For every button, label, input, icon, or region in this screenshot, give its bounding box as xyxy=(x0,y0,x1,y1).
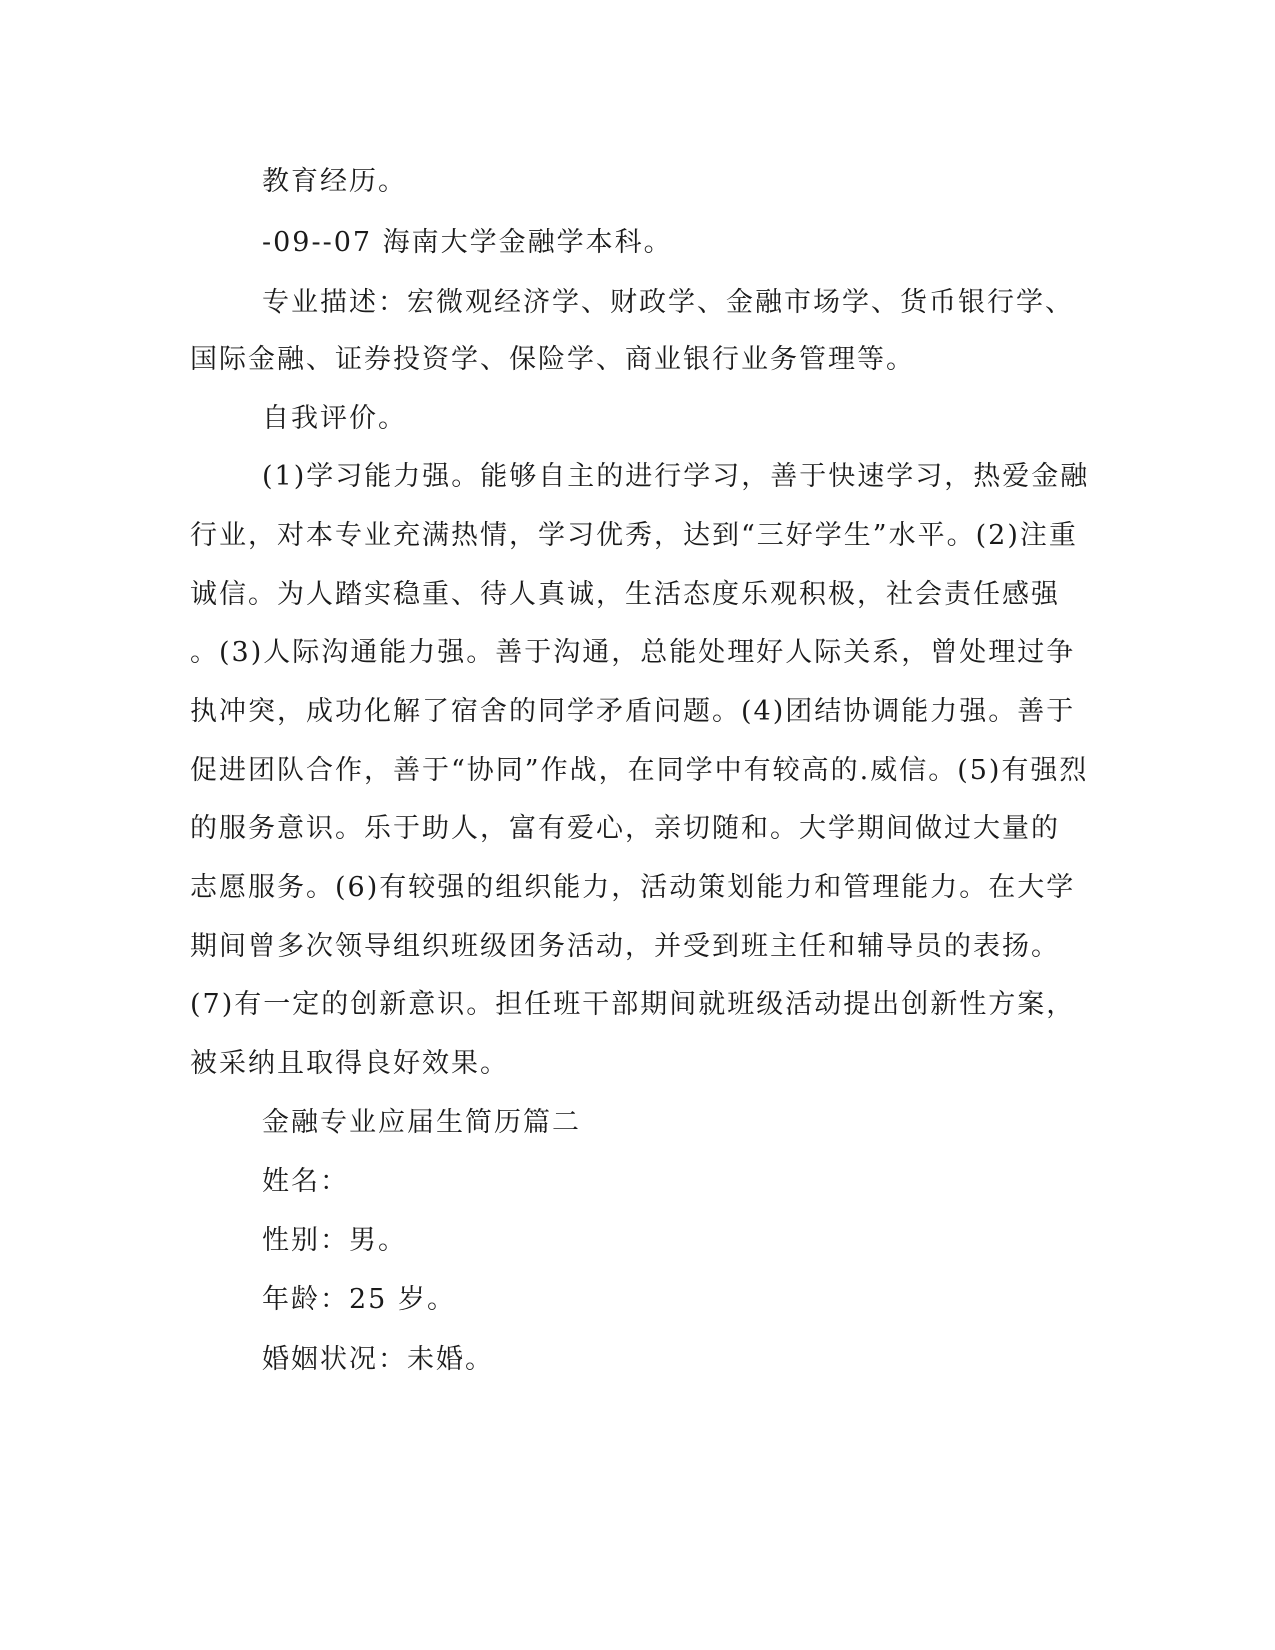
self-evaluation-line-4: 。(3)人际沟通能力强。善于沟通，总能处理好人际关系，曾处理过争 xyxy=(190,637,1076,668)
self-evaluation-line-8: 志愿服务。(6)有较强的组织能力，活动策划能力和管理能力。在大学 xyxy=(190,872,1076,903)
self-evaluation-line-2: 行业，对本专业充满热情，学习优秀，达到“三好学生”水平。(2)注重 xyxy=(190,520,1078,551)
self-evaluation-line-10: (7)有一定的创新意识。担任班干部期间就班级活动提出创新性方案， xyxy=(190,989,1076,1020)
self-evaluation-line-3: 诚信。为人踏实稳重、待人真诚，生活态度乐观积极，社会责任感强 xyxy=(190,579,1060,610)
section-heading-self-evaluation: 自我评价。 xyxy=(262,403,407,434)
self-evaluation-line-7: 的服务意识。乐于助人，富有爱心，亲切随和。大学期间做过大量的 xyxy=(190,813,1060,844)
resume-part-two-title: 金融专业应届生简历篇二 xyxy=(262,1107,581,1138)
section-heading-education: 教育经历。 xyxy=(262,166,407,197)
major-description-line-1: 专业描述：宏微观经济学、财政学、金融市场学、货币银行学、 xyxy=(262,287,1074,318)
self-evaluation-line-9: 期间曾多次领导组织班级团务活动，并受到班主任和辅导员的表扬。 xyxy=(190,931,1060,962)
self-evaluation-line-5: 执冲突，成功化解了宿舍的同学矛盾问题。(4)团结协调能力强。善于 xyxy=(190,696,1076,727)
education-entry: -09--07 海南大学金融学本科。 xyxy=(262,227,673,258)
self-evaluation-line-6: 促进团队合作，善于“协同”作战，在同学中有较高的.威信。(5)有强烈 xyxy=(190,755,1089,786)
field-age: 年龄：25 岁。 xyxy=(262,1284,456,1315)
field-marital-status: 婚姻状况：未婚。 xyxy=(262,1344,494,1375)
field-name: 姓名： xyxy=(262,1166,349,1197)
field-gender: 性别：男。 xyxy=(262,1225,407,1256)
major-description-line-2: 国际金融、证券投资学、保险学、商业银行业务管理等。 xyxy=(190,344,915,375)
self-evaluation-line-11: 被采纳且取得良好效果。 xyxy=(190,1048,509,1079)
self-evaluation-line-1: (1)学习能力强。能够自主的进行学习，善于快速学习，热爱金融 xyxy=(262,461,1090,492)
